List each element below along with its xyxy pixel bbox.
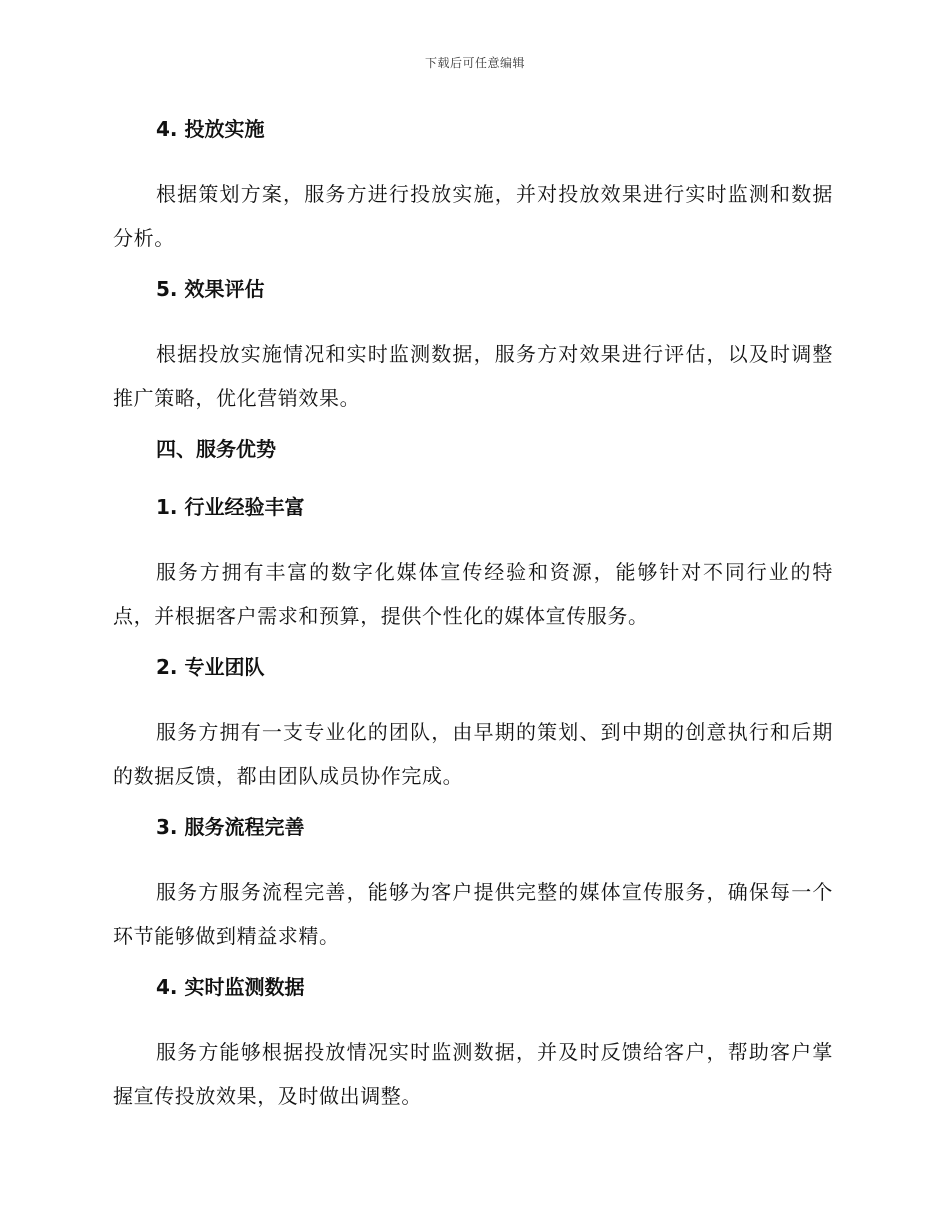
heading-industry-experience: 1. 行业经验丰富 xyxy=(156,495,305,519)
heading-service-process: 3. 服务流程完善 xyxy=(156,815,305,839)
paragraph-evaluation: 根据投放实施情况和实时监测数据，服务方对效果进行评估，以及时调整推广策略，优化营销效果。 xyxy=(113,342,833,410)
document-body xyxy=(113,114,833,1132)
heading-deployment: 4. 投放实施 xyxy=(156,117,265,141)
paragraph-realtime-monitoring: 服务方能够根据投放情况实时监测数据，并及时反馈给客户，帮助客户掌握宣传投放效果，及时做出调整。 xyxy=(113,1040,833,1108)
heading-evaluation: 5. 效果评估 xyxy=(156,277,265,301)
paragraph-deployment: 根据策划方案，服务方进行投放实施，并对投放效果进行实时监测和数据分析。 xyxy=(113,182,833,250)
heading-realtime-monitoring: 4. 实时监测数据 xyxy=(156,975,305,999)
paragraph-service-process: 服务方服务流程完善，能够为客户提供完整的媒体宣传服务，确保每一个环节能够做到精益求精。 xyxy=(113,880,833,948)
header-note: 下载后可任意编辑 xyxy=(424,56,525,70)
heading-service-advantages: 四、服务优势 xyxy=(156,437,276,461)
heading-professional-team: 2. 专业团队 xyxy=(156,655,265,679)
paragraph-professional-team: 服务方拥有一支专业化的团队，由早期的策划、到中期的创意执行和后期的数据反馈，都由团队成员协作完成。 xyxy=(113,720,833,788)
paragraph-industry-experience: 服务方拥有丰富的数字化媒体宣传经验和资源，能够针对不同行业的特点，并根据客户需求和预算，提供个性化的媒体宣传服务。 xyxy=(113,560,833,628)
